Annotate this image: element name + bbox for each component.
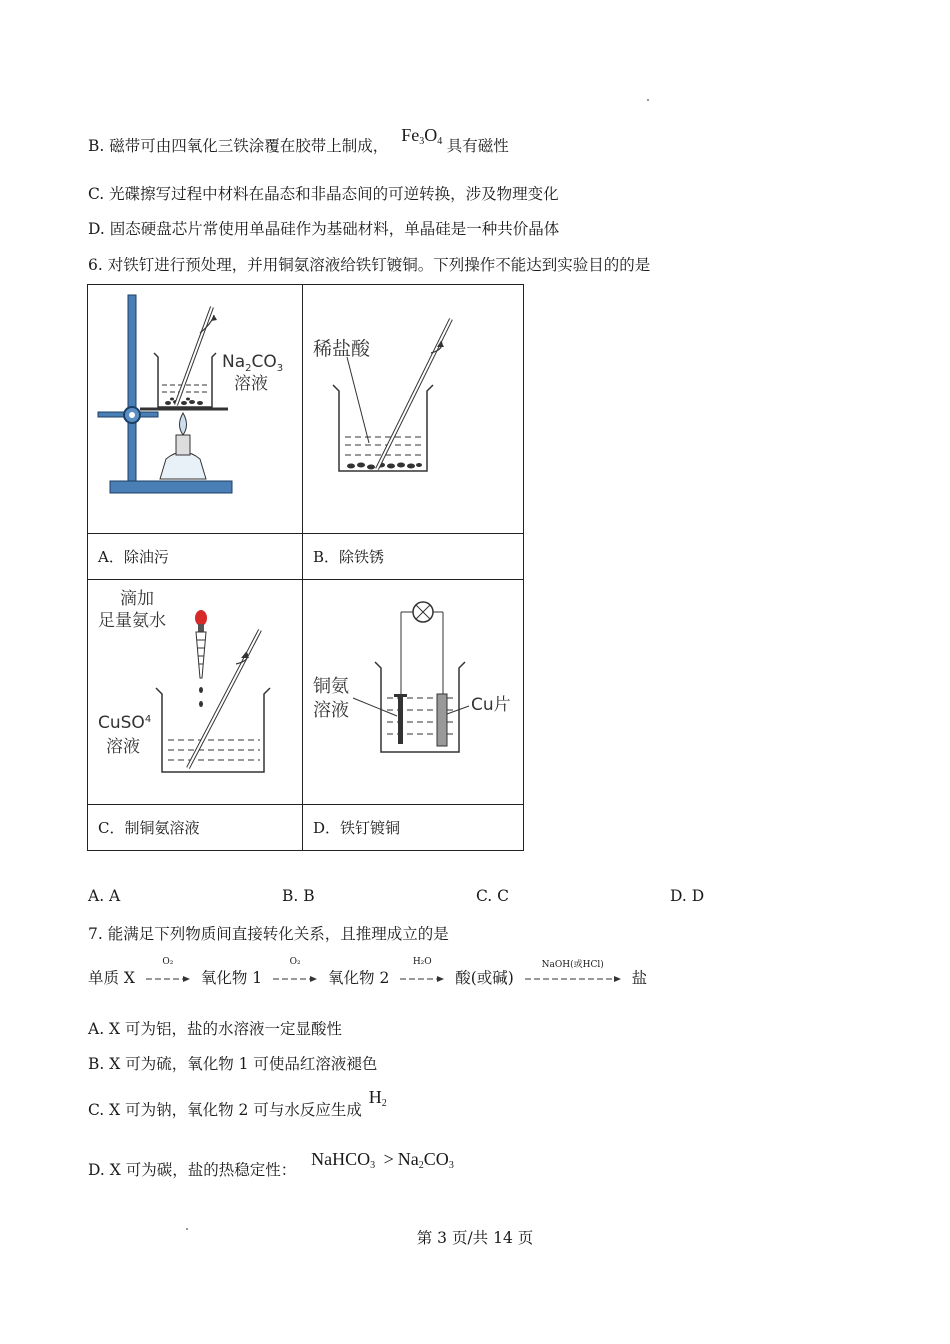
chain-start: 单质 X — [88, 969, 135, 987]
copper-ammonia-prep-figure — [88, 580, 302, 800]
svg-text:溶液: 溶液 — [234, 374, 268, 394]
q5-b-text: B. 磁带可由四氧化三铁涂覆在胶带上制成， — [88, 137, 389, 155]
arrow-o2-1: O₂ — [146, 970, 190, 988]
q6-cell-d-figure — [303, 580, 524, 805]
rust-removal-beaker-figure — [303, 285, 523, 529]
svg-text:稀盐酸: 稀盐酸 — [313, 338, 371, 360]
arrow-icon — [273, 974, 317, 984]
svg-text:足量氨水: 足量氨水 — [98, 611, 166, 631]
q6-option-c: C. C — [476, 887, 510, 905]
electroplating-figure — [303, 580, 523, 800]
svg-text:CuSO4: CuSO$^4$ — [98, 713, 152, 733]
q6-caption-a: A．除油污 — [88, 534, 303, 580]
q6-cell-a-figure — [88, 285, 303, 534]
svg-text:Cu片: Cu片 — [471, 695, 511, 715]
q6-option-d: D. D — [670, 887, 705, 905]
q5-option-d: D. 固态硬盘芯片常使用单晶硅作为基础材料，单晶硅是一种共价晶体 — [88, 220, 560, 238]
q6-caption-b: B．除铁锈 — [303, 534, 524, 580]
page-footer: 第 3 页/共 14 页 — [416, 1229, 534, 1247]
chain-oxide1: 氧化物 1 — [200, 969, 263, 987]
thermal-stability-formula: NaHCO$_3$ > $Na_2CO_3$ — [311, 1149, 454, 1171]
chain-salt: 盐 — [631, 969, 648, 987]
arrow-icon — [146, 974, 190, 984]
arrow-icon — [400, 974, 444, 984]
q7-option-a: A. X 可为铝，盐的水溶液一定显酸性 — [88, 1020, 343, 1038]
q6-caption-c: C．制铜氨溶液 — [88, 805, 303, 851]
svg-text:滴加: 滴加 — [120, 589, 154, 609]
q5-option-c: C. 光碟擦写过程中材料在晶态和非晶态间的可逆转换，涉及物理变化 — [88, 185, 559, 203]
svg-text:铜氨: 铜氨 — [313, 676, 349, 697]
q6-stem: 6. 对铁钉进行预处理，并用铜氨溶液给铁钉镀铜。下列操作不能达到实验目的的是 — [88, 256, 651, 274]
q7-option-b: B. X 可为硫，氧化物 1 可使品红溶液褪色 — [88, 1055, 378, 1073]
chain-oxide2: 氧化物 2 — [328, 969, 390, 987]
svg-text:溶液: 溶液 — [313, 700, 349, 721]
arrow-icon — [525, 974, 621, 984]
chain-acid-base: 酸(或碱) — [455, 969, 514, 987]
q7-option-d: D. X 可为碳，盐的热稳定性： NaHCO$_3$ > $Na_2CO_3$ — [88, 1149, 454, 1179]
q7-stem: 7. 能满足下列物质间直接转化关系，且推理成立的是 — [88, 925, 449, 943]
fe3o4-formula: $Fe_3O_4$ — [401, 125, 443, 147]
q5-b-tail: 具有磁性 — [446, 137, 509, 155]
arrow-naoh-hcl: NaOH(或HCl) — [525, 970, 621, 988]
q7-option-c: C. X 可为钠，氧化物 2 可与水反应生成 $H_2$ — [88, 1087, 387, 1119]
q6-cell-b-figure — [303, 285, 524, 534]
q6-caption-d: D．铁钉镀铜 — [303, 805, 524, 851]
svg-text:溶液: 溶液 — [106, 737, 140, 757]
q6-option-b: B. B — [282, 887, 315, 905]
svg-text:Na2CO3: $Na_2CO_3$ — [222, 352, 284, 374]
scan-dot — [647, 99, 649, 101]
degreasing-apparatus-figure — [88, 285, 302, 529]
q6-cell-c-figure — [88, 580, 303, 805]
q5-option-b — [88, 125, 509, 157]
q6-option-a: A. A — [88, 887, 121, 905]
q6-table — [87, 284, 524, 851]
arrow-h2o: H₂O — [400, 970, 444, 988]
h2-formula: $H_2$ — [368, 1087, 387, 1109]
q7-conversion-chain — [88, 957, 648, 988]
arrow-o2-2: O₂ — [273, 970, 317, 988]
